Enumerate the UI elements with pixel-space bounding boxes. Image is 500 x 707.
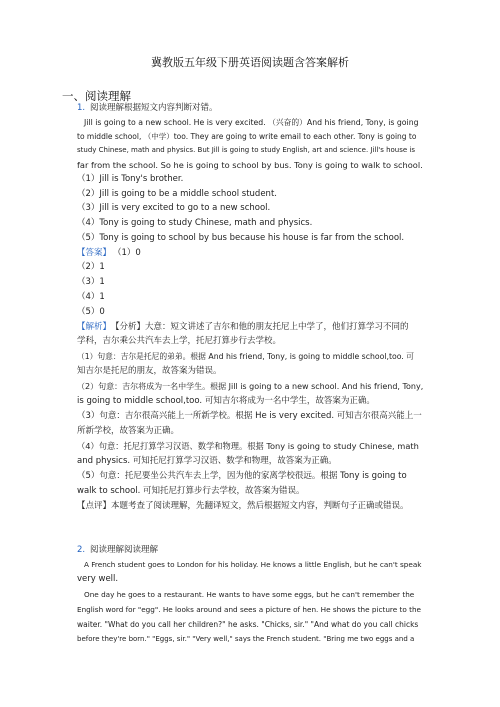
answer-item: （3）1 bbox=[77, 277, 105, 287]
passage-line: study Chinese, math and physics. But Jill is going to study English, art and science. Jill's house is bbox=[77, 146, 416, 154]
analysis-line: （5）句意：托尼要坐公共汽车去上学，因为他的家离学校很远。根据 Tony is going to bbox=[77, 471, 407, 481]
passage-line: before they're born." "Eggs, sir." "Very well," says the French student. "Bring me two eggs and a bbox=[77, 635, 415, 643]
statement-item: （4）Tony is going to study Chinese, math and physics. bbox=[77, 218, 313, 228]
analysis-line: 学科，吉尔乘公共汽车去上学，托尼打算步行去学校。 bbox=[77, 336, 282, 346]
analysis-line: 【点评】本题考查了阅读理解，先翻译短文，然后根据短文内容，判断句子正确或错误。 bbox=[77, 501, 409, 511]
analysis-line: and physics. 可知托尼打算学习汉语、数学和物理，故答案为正确。 bbox=[77, 456, 337, 466]
passage-line: A French student goes to London for his holiday. He knows a little English, but he can't speak bbox=[84, 560, 422, 569]
passage-line: far from the school. So he is going to school by bus. Tony is going to walk to school. bbox=[77, 160, 423, 170]
passage-line: very well. bbox=[77, 574, 119, 584]
passage-line: Jill is going to a new school. He is very excited. （兴奋的）And his friend, Tony, is going bbox=[84, 118, 419, 127]
analysis-line: （4）句意：托尼打算学习汉语、数学和物理。根据 Tony is going to study Chinese, math bbox=[77, 441, 419, 451]
analysis-line: 【分析】大意：短文讲述了吉尔和他的朋友托尼上中学了，他们打算学习不同的 bbox=[111, 322, 409, 332]
statement-item: （2）Jill is going to be a middle school student. bbox=[77, 189, 277, 199]
passage-line: to middle school, （中学）too. They are going to write email to each other. Tony is going to bbox=[77, 132, 417, 141]
question-number: 2. bbox=[77, 545, 86, 555]
answer-item: （2）1 bbox=[77, 262, 105, 272]
question-instruction: 阅读理解阅读理解 bbox=[90, 545, 159, 555]
answer-item: （4）1 bbox=[77, 292, 105, 302]
page-title: 冀教版五年级下册英语阅读题含答案解析 bbox=[151, 56, 349, 69]
answer-item: （1）0 bbox=[113, 248, 141, 258]
statement-item: （3）Jill is very excited to go to a new school. bbox=[77, 203, 271, 213]
analysis-label: 【解析】 bbox=[77, 322, 112, 332]
analysis-line: （2）句意：吉尔将成为一名中学生。根据 Jill is going to a new school. And his friend, Tony, bbox=[77, 382, 424, 391]
analysis-line: （3）句意：吉尔很高兴能上一所新学校。根据 He is very excited. 可知吉尔很高兴能上一 bbox=[77, 411, 422, 421]
section-heading: 一、阅读理解 bbox=[62, 89, 131, 103]
answer-label: 【答案】 bbox=[77, 248, 112, 258]
passage-line: waiter. "What do you call her children?" he asks. "Chicks, sir." "And what do you call chicks bbox=[77, 620, 419, 629]
analysis-line: walk to school. 可知托尼打算步行去学校，故答案为错误。 bbox=[77, 486, 305, 496]
passage-line: English word for "egg". He looks around and sees a picture of hen. He shows the picture to the bbox=[77, 605, 421, 614]
analysis-line: is going to middle school,too. 可知吉尔将成为一名中学生，故答案为正确。 bbox=[77, 396, 375, 406]
question-instruction: 阅读理解根据短文内容判断对错。 bbox=[90, 103, 218, 113]
question-number: 1. bbox=[77, 103, 86, 113]
passage-line: One day he goes to a restaurant. He wants to have some eggs, but he can't remember the bbox=[84, 590, 415, 599]
answer-item: （5）0 bbox=[77, 307, 105, 317]
statement-item: （5）Tony is going to school by bus because his house is far from the school. bbox=[77, 233, 405, 243]
statement-item: （1）Jill is Tony's brother. bbox=[77, 174, 184, 184]
analysis-line: 知吉尔是托尼的朋友，故答案为错误。 bbox=[77, 366, 222, 376]
analysis-line: （1）句意：吉尔是托尼的弟弟。根据 And his friend, Tony, is going to middle school,too. 可 bbox=[77, 352, 415, 361]
analysis-line: 所新学校，故答案为正确。 bbox=[77, 426, 180, 436]
